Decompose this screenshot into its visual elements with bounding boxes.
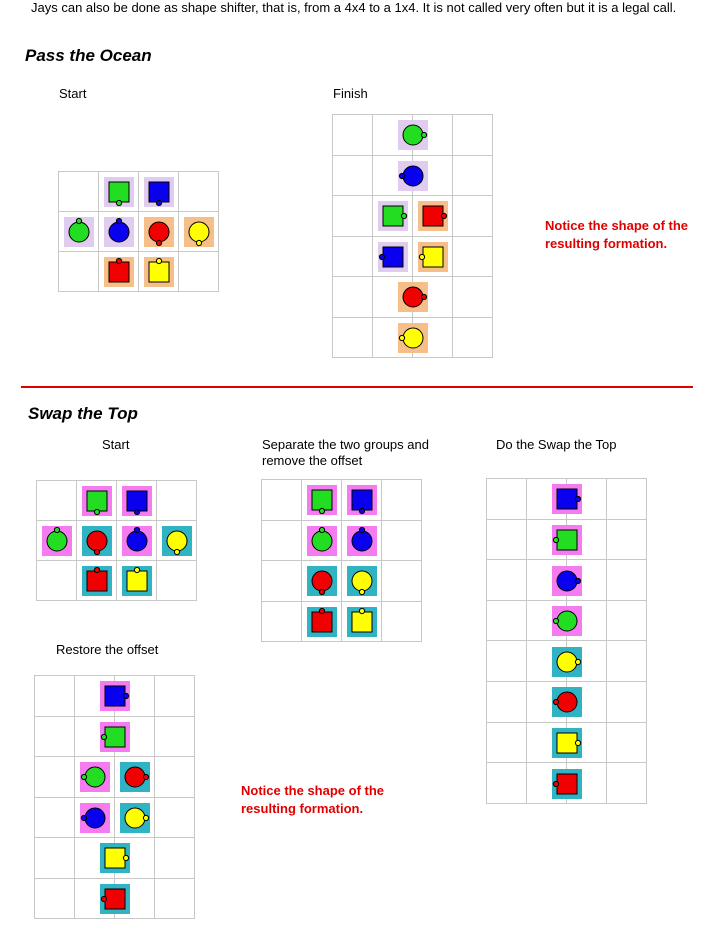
square-dancer-blue-icon	[347, 485, 377, 515]
circle-dancer-yellow-icon	[184, 217, 214, 247]
grid-cell	[59, 252, 99, 292]
grid-cell	[487, 479, 527, 520]
grid-cell	[179, 172, 219, 212]
grid-cell	[453, 277, 493, 318]
grid-cell	[487, 520, 527, 561]
square-dancer-red-icon	[104, 257, 134, 287]
square-dancer-green-icon	[100, 722, 130, 752]
circle-dancer-red-icon	[552, 687, 582, 717]
circle-dancer-red-icon	[307, 566, 337, 596]
grid-cell	[333, 115, 373, 156]
grid-cell	[333, 156, 373, 197]
swap-top-start-grid	[36, 480, 197, 601]
square-dancer-red-icon	[100, 884, 130, 914]
grid-cell	[262, 480, 302, 521]
grid-cell	[155, 717, 195, 758]
circle-dancer-red-icon	[144, 217, 174, 247]
square-dancer-red-icon	[552, 769, 582, 799]
grid-cell	[607, 479, 647, 520]
swap-top-start-label: Start	[102, 437, 130, 452]
pass-ocean-start-label: Start	[59, 86, 87, 101]
square-dancer-green-icon	[82, 486, 112, 516]
grid-cell	[382, 480, 422, 521]
swap-top-separate-grid	[261, 479, 422, 642]
square-dancer-blue-icon	[144, 177, 174, 207]
square-dancer-green-icon	[307, 485, 337, 515]
grid-cell	[157, 481, 197, 521]
grid-cell	[607, 641, 647, 682]
circle-dancer-blue-icon	[398, 161, 428, 191]
grid-cell	[453, 196, 493, 237]
grid-cell	[487, 682, 527, 723]
circle-dancer-yellow-icon	[552, 647, 582, 677]
circle-dancer-blue-icon	[347, 526, 377, 556]
grid-cell	[35, 717, 75, 758]
swap-top-title: Swap the Top	[28, 404, 138, 423]
grid-cell	[37, 481, 77, 521]
circle-dancer-yellow-icon	[162, 526, 192, 556]
square-dancer-yellow-icon	[100, 843, 130, 873]
grid-cell	[607, 601, 647, 642]
square-dancer-yellow-icon	[418, 242, 448, 272]
swap-top-separate-label: Separate the two groups and remove the offset	[262, 437, 429, 468]
pass-ocean-finish-label: Finish	[333, 86, 368, 101]
square-dancer-red-icon	[418, 201, 448, 231]
grid-cell	[155, 879, 195, 920]
grid-cell	[59, 172, 99, 212]
square-dancer-blue-icon	[122, 486, 152, 516]
grid-cell	[453, 318, 493, 359]
grid-cell	[487, 641, 527, 682]
circle-dancer-green-icon	[64, 217, 94, 247]
circle-dancer-blue-icon	[552, 566, 582, 596]
swap-top-note: Notice the shape of the resulting formation.	[241, 783, 385, 816]
square-dancer-green-icon	[552, 525, 582, 555]
circle-dancer-blue-icon	[104, 217, 134, 247]
swap-top-restore-label: Restore the offset	[56, 642, 159, 657]
section-divider	[21, 386, 693, 388]
circle-dancer-yellow-icon	[347, 566, 377, 596]
grid-cell	[155, 798, 195, 839]
grid-cell	[35, 838, 75, 879]
pass-ocean-note: Notice the shape of the resulting formation.	[545, 218, 689, 251]
circle-dancer-green-icon	[42, 526, 72, 556]
grid-cell	[333, 237, 373, 278]
circle-dancer-yellow-icon	[398, 323, 428, 353]
square-dancer-green-icon	[378, 201, 408, 231]
swap-top-swap-grid	[486, 478, 647, 804]
square-dancer-red-icon	[82, 566, 112, 596]
square-dancer-blue-icon	[378, 242, 408, 272]
grid-cell	[333, 318, 373, 359]
square-dancer-yellow-icon	[122, 566, 152, 596]
pass-ocean-start-grid	[58, 171, 219, 292]
grid-cell	[157, 561, 197, 601]
grid-cell	[453, 115, 493, 156]
circle-dancer-blue-icon	[122, 526, 152, 556]
grid-cell	[487, 763, 527, 804]
grid-cell	[35, 757, 75, 798]
grid-cell	[35, 879, 75, 920]
circle-dancer-red-icon	[398, 282, 428, 312]
pass-ocean-finish-grid	[332, 114, 493, 358]
square-dancer-red-icon	[307, 607, 337, 637]
grid-cell	[333, 277, 373, 318]
grid-cell	[487, 723, 527, 764]
grid-cell	[453, 156, 493, 197]
swap-top-restore-grid	[34, 675, 195, 919]
grid-cell	[155, 838, 195, 879]
circle-dancer-green-icon	[307, 526, 337, 556]
circle-dancer-red-icon	[120, 762, 150, 792]
grid-cell	[453, 237, 493, 278]
square-dancer-yellow-icon	[347, 607, 377, 637]
square-dancer-yellow-icon	[144, 257, 174, 287]
square-dancer-blue-icon	[552, 484, 582, 514]
grid-cell	[607, 763, 647, 804]
circle-dancer-blue-icon	[80, 803, 110, 833]
grid-cell	[35, 798, 75, 839]
circle-dancer-red-icon	[82, 526, 112, 556]
grid-cell	[333, 196, 373, 237]
grid-cell	[607, 520, 647, 561]
swap-top-swap-label: Do the Swap the Top	[496, 437, 617, 452]
intro-text: Jays can also be done as shape shifter, that is, from a 4x4 to a 1x4. It is not called very often but it is a legal call.	[31, 0, 677, 15]
circle-dancer-green-icon	[80, 762, 110, 792]
circle-dancer-green-icon	[552, 606, 582, 636]
grid-cell	[487, 560, 527, 601]
grid-cell	[382, 602, 422, 643]
grid-cell	[155, 676, 195, 717]
grid-cell	[262, 602, 302, 643]
grid-cell	[487, 601, 527, 642]
grid-cell	[262, 561, 302, 602]
grid-cell	[607, 560, 647, 601]
grid-cell	[179, 252, 219, 292]
square-dancer-green-icon	[104, 177, 134, 207]
grid-cell	[607, 682, 647, 723]
square-dancer-blue-icon	[100, 681, 130, 711]
circle-dancer-yellow-icon	[120, 803, 150, 833]
grid-cell	[382, 521, 422, 562]
grid-cell	[155, 757, 195, 798]
grid-cell	[262, 521, 302, 562]
circle-dancer-green-icon	[398, 120, 428, 150]
grid-cell	[35, 676, 75, 717]
grid-cell	[607, 723, 647, 764]
pass-ocean-title: Pass the Ocean	[25, 46, 152, 65]
square-dancer-yellow-icon	[552, 728, 582, 758]
grid-cell	[37, 561, 77, 601]
grid-cell	[382, 561, 422, 602]
